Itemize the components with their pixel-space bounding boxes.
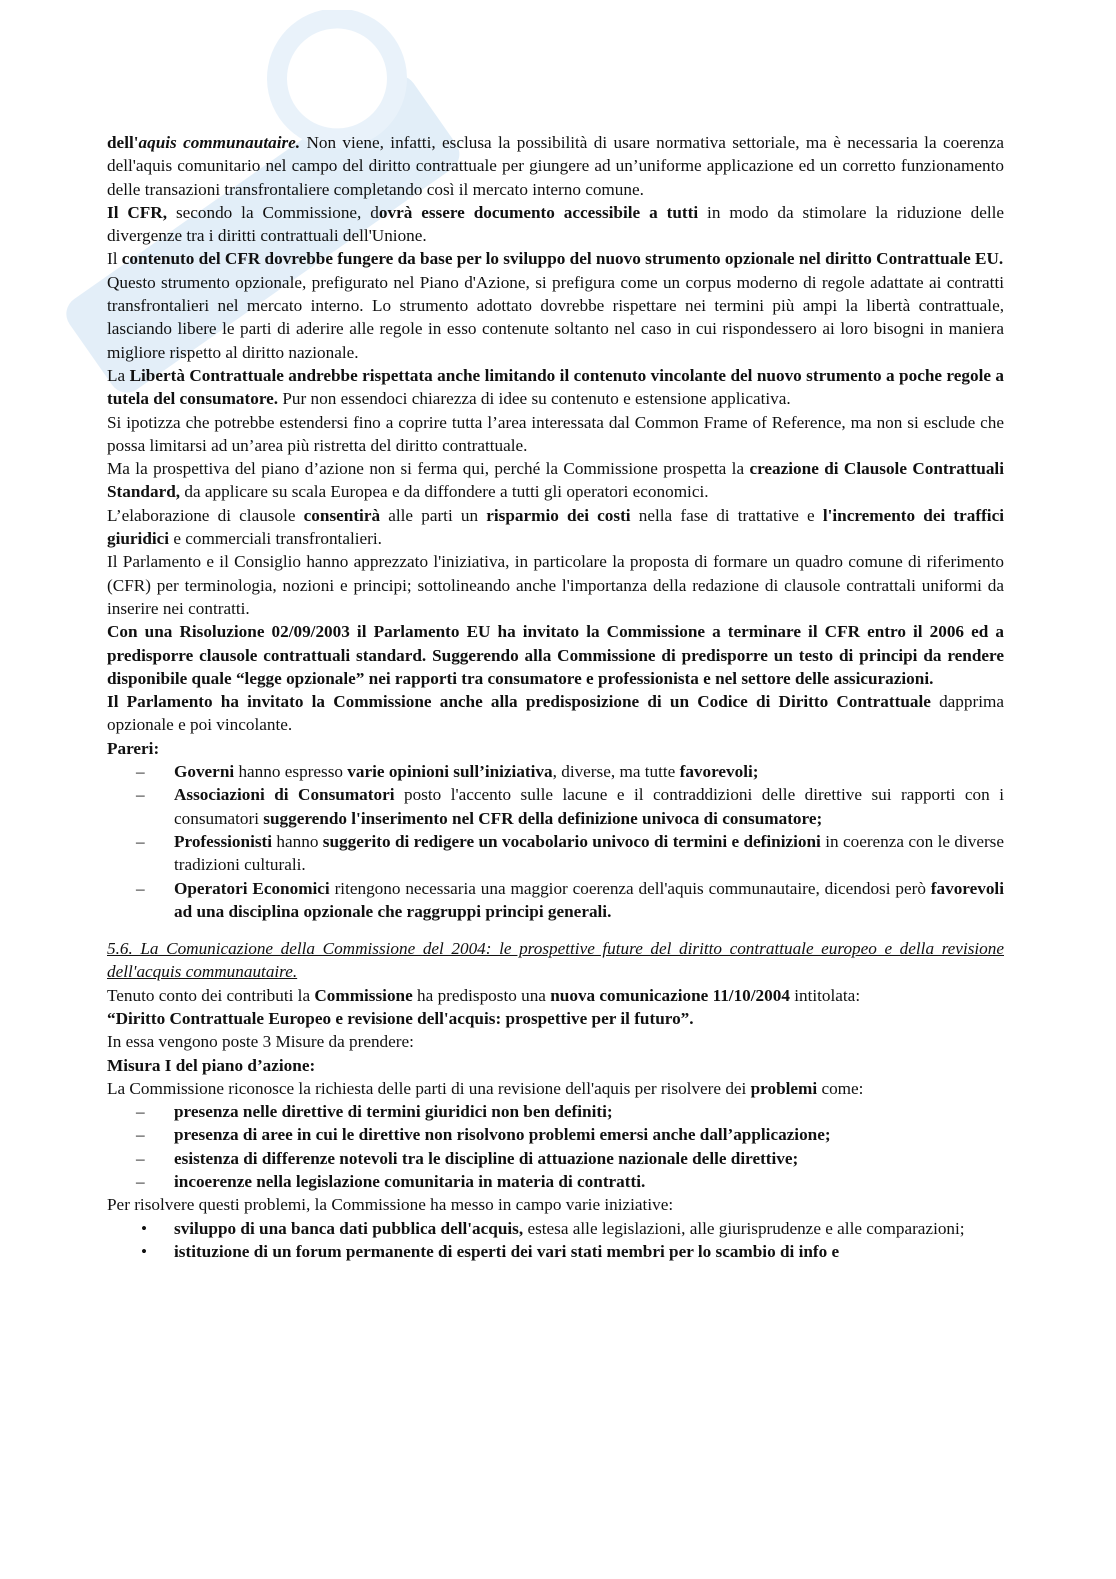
pareri-list — [107, 760, 1004, 923]
paragraph: La Commissione riconosce la richiesta delle parti di una revisione dell'aquis per risolvere dei problemi come: — [107, 1078, 864, 1098]
paragraph: Tenuto conto dei contributi la Commissione ha predisposto una nuova comunicazione 11/10/2004 intitolata: — [107, 985, 861, 1005]
text-bold: dell' — [107, 133, 139, 152]
text: da applicare su scala Europea e da diffondere a tutti gli operatori economici. — [180, 482, 709, 502]
list-item: – presenza nelle direttive di termini giuridici non ben definiti; — [174, 1100, 1004, 1123]
list-item: – esistenza di differenze notevoli tra le discipline di attuazione nazionale delle direttive; — [174, 1147, 1004, 1170]
text-bold: consentirà — [303, 505, 381, 525]
text: Non viene, infatti, esclusa la possibilità di usare normativa settoriale, ma è necessaria la coerenza dell'aquis comunitario nel campo del diritto contrattuale per giungere ad un’uniforme applicazione ed un corretto funzionamento delle transazioni transfrontaliere completando così il mercato interno comune. — [107, 133, 1005, 199]
list-item: • sviluppo di una banca dati pubblica dell'acquis, estesa alle legislazioni, alle giurisprudenze e alle comparazioni; — [174, 1217, 1004, 1240]
paragraph — [107, 247, 1004, 270]
list-item: – Governi hanno espresso varie opinioni sull’iniziativa, diverse, ma tutte favorevoli; — [174, 760, 1004, 783]
text: secondo la Commissione, d — [167, 202, 379, 222]
text: Il — [107, 249, 122, 269]
paragraph — [107, 457, 1004, 504]
paragraph — [107, 131, 1004, 201]
paragraph — [107, 620, 1004, 690]
section-heading: 5.6. La Comunicazione della Commissione del 2004: le prospettive future del diritto contrattuale europeo e della revisione dell'acquis communautaire. — [107, 939, 1004, 982]
paragraph — [107, 364, 1004, 411]
paragraph: In essa vengono poste 3 Misure da prendere: — [107, 1032, 414, 1052]
text: in modo da stimolare la riduzione delle divergenze tra i diritti contrattuali dell'Unione. — [107, 202, 1005, 246]
text-bold: l'incremento dei traffici giuridici — [107, 505, 1004, 549]
document-page — [107, 131, 1004, 1263]
list-item: – Operatori Economici ritengono necessaria una maggior coerenza dell'aquis communautaire, dicendosi però favorevoli ad una disciplina opzionale che raggruppi principi generali. — [174, 877, 1004, 924]
text: Pur non essendoci chiarezza di idee su contenuto e estensione applicativa. — [278, 389, 791, 409]
paragraph: Questo strumento opzionale, prefigurato nel Piano d'Azione, si prefigura come un corpus moderno di regole adattate ai contratti transfrontalieri nel mercato interno. Lo strumento adottato dovrebbe rispettare nei termini più ampi la libertà contrattuale, lasciando libere le parti di aderire alle regole in esso contenute soltanto nel caso in cui rispondessero ai loro bisogni in maniera migliore rispetto al diritto nazionale. — [107, 272, 1004, 362]
iniziative-list — [107, 1217, 1004, 1264]
list-item: – incoerenze nella legislazione comunitaria in materia di contratti. — [174, 1170, 1004, 1193]
text-bold: Libertà Contrattuale andrebbe rispettata anche limitando il contenuto vincolante del nuovo strumento a poche regole a tutela del consumatore. — [107, 365, 1004, 409]
problemi-list — [107, 1100, 1004, 1193]
list-item: – presenza di aree in cui le direttive non risolvono problemi emersi anche dall’applicazione; — [174, 1123, 1004, 1146]
text: e commerciali transfrontalieri. — [169, 529, 382, 549]
text: L’elaborazione di clausole — [107, 505, 304, 525]
text-bold: ovrà essere documento accessibile a tutti — [378, 202, 699, 222]
text-bold: contenuto del CFR dovrebbe fungere da base per lo sviluppo del nuovo strumento opzionale nel diritto Contrattuale EU. — [121, 249, 1004, 269]
paragraph — [107, 504, 1004, 551]
text-bold: Il Parlamento ha invitato la Commissione anche alla predisposizione di un Codice di Diritto Contrattuale — [107, 692, 931, 712]
paragraph — [107, 690, 1004, 737]
list-item: • istituzione di un forum permanente di esperti dei vari stati membri per lo scambio di info e — [174, 1240, 1004, 1263]
paragraph: “Diritto Contrattuale Europeo e revisione dell'acquis: prospettive per il futuro”. — [107, 1008, 694, 1028]
paragraph: Si ipotizza che potrebbe estendersi fino a coprire tutta l’area interessata dal Common Frame of Reference, ma non si esclude che possa limitarsi ad un’area più ristretta del diritto contrattuale. — [107, 412, 1004, 455]
text-bold-italic: aquis communautaire. — [138, 133, 301, 152]
list-item: – Professionisti hanno suggerito di redigere un vocabolario univoco di termini e definizioni in coerenza con le diverse tradizioni culturali. — [174, 830, 1004, 877]
text: La — [107, 365, 130, 385]
text-bold: risparmio dei costi — [486, 505, 631, 525]
pareri-label: Pareri: — [107, 738, 160, 758]
spacer — [107, 923, 1004, 937]
text-bold: Il CFR, — [107, 202, 168, 222]
text: dapprima opzionale e poi vincolante. — [107, 692, 1004, 735]
list-item: – Associazioni di Consumatori posto l'accento sulle lacune e il contraddizioni delle direttive sui rapporti con i consumatori suggerendo l'inserimento nel CFR della definizione univoca di consumatore; — [174, 783, 1004, 830]
paragraph — [107, 201, 1004, 248]
subheading: Misura I del piano d’azione: — [107, 1055, 316, 1075]
text: Ma la prospettiva del piano d’azione non si ferma qui, perché la Commissione prospetta la — [107, 459, 750, 479]
text-bold: Con una Risoluzione 02/09/2003 il Parlamento EU ha invitato la Commissione a terminare il CFR entro il 2006 ed a predisporre clausole contrattuali standard. Suggerendo alla Commissione di predisporre un testo di principi da rendere disponibile quale “legge opzionale” nei rapporti tra consumatore e professionista e nel settore delle assicurazioni. — [107, 622, 1004, 688]
paragraph: Il Parlamento e il Consiglio hanno apprezzato l'iniziativa, in particolare la proposta di formare un quadro comune di riferimento (CFR) per terminologia, nozioni e principi; sottolineando anche l'importanza della redazione di clausole contrattali uniformi da inserire nei contratti. — [107, 552, 1004, 618]
text-bold: creazione di Clausole Contrattuali Standard, — [107, 459, 1004, 502]
paragraph: Per risolvere questi problemi, la Commissione ha messo in campo varie iniziative: — [107, 1195, 674, 1215]
text: alle parti un — [380, 505, 487, 525]
text: nella fase di trattative e — [630, 505, 823, 525]
